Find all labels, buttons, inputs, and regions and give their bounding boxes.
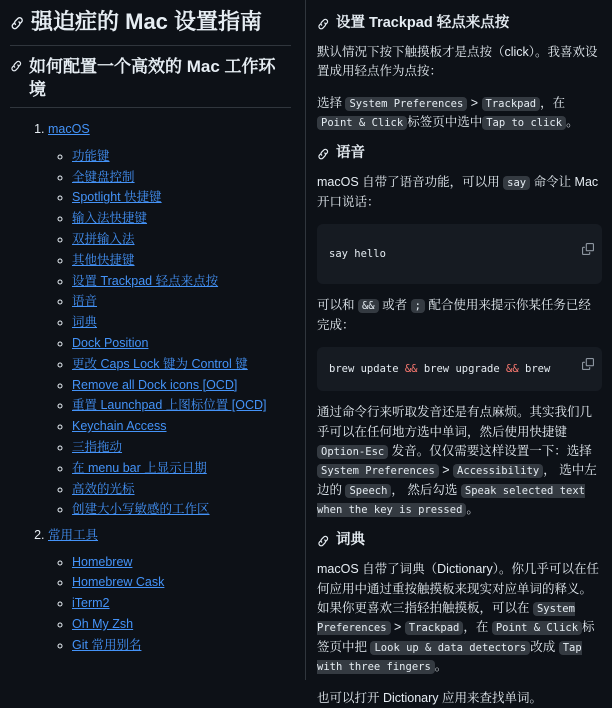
heading-trackpad: 设置 Trackpad 轻点来点按 [317, 14, 602, 33]
toc-item [72, 593, 291, 614]
paragraph: macOS 自带了词典（Dictionary）。你几乎可以在任何应用中通过重按触摸板来现实对应单词的释义。如果你更喜欢三指轻拍触摸板，可以在 System Preferences > Trackpad ，在 Point & Click 标签页中把 Look up & data detectors 改成 Tap with three fingers 。 [317, 562, 599, 674]
toc-sublist [48, 552, 291, 656]
toc-item [72, 479, 291, 500]
toc-link[interactable]: 重置 Launchpad 上图标位置 [OCD] [72, 398, 267, 413]
toc-link[interactable]: 输入法快捷键 [72, 211, 148, 226]
toc-group [48, 526, 291, 655]
toc-link[interactable]: 双拼输入法 [72, 232, 135, 247]
toc-item [72, 375, 291, 396]
toc-link[interactable]: Homebrew Cask [72, 575, 165, 590]
toc-item [72, 458, 291, 479]
anchor-link-icon[interactable] [317, 534, 330, 547]
toc-link[interactable]: Keychain Access [72, 419, 167, 434]
toc-link[interactable]: Dock Position [72, 336, 149, 351]
paragraph: macOS 自带了语音功能，可以用 say 命令让 Mac 开口说话： [317, 175, 599, 209]
toc-link[interactable]: 全键盘控制 [72, 169, 135, 184]
toc-item [72, 229, 291, 250]
toc-list [10, 120, 291, 655]
code-block: brew update && brew upgrade && brew [317, 347, 602, 391]
toc-item [72, 312, 291, 333]
toc-item [72, 552, 291, 573]
toc-link[interactable]: 语音 [72, 294, 98, 309]
toc-sublist [48, 146, 291, 520]
toc-item [72, 572, 291, 593]
toc-link[interactable]: Git 常用别名 [72, 637, 142, 652]
copy-icon[interactable] [582, 243, 594, 260]
toc-link[interactable]: 设置 Trackpad 轻点来点按 [72, 273, 219, 288]
toc-item [72, 291, 291, 312]
toc-item [72, 271, 291, 292]
anchor-link-icon[interactable] [317, 17, 330, 30]
toc-item [72, 437, 291, 458]
copy-icon[interactable] [582, 358, 594, 375]
toc-item [72, 187, 291, 208]
toc-link[interactable]: 三指拖动 [72, 440, 123, 454]
left-pane [0, 0, 306, 680]
paragraph: 也可以打开 Dictionary 应用来查找单词。 [317, 690, 543, 705]
toc-link[interactable]: 在 menu bar 上显示日期 [72, 460, 207, 475]
paragraph: 默认情况下按下触摸板才是点按（click）。我喜欢设置成用轻点作为点按： [317, 44, 598, 79]
toc-item [72, 416, 291, 437]
toc-group [48, 120, 291, 520]
anchor-link-icon[interactable] [10, 15, 25, 30]
toc-link[interactable]: Oh My Zsh [72, 616, 134, 631]
right-pane [307, 0, 612, 705]
toc-link[interactable]: 更改 Caps Lock 键为 Control 键 [72, 356, 248, 371]
toc-item [72, 499, 291, 520]
anchor-link-icon[interactable] [10, 59, 23, 72]
toc-item [72, 333, 291, 354]
toc-link[interactable]: Spotlight 快捷键 [72, 190, 162, 205]
page-title: 强迫症的 Mac 设置指南 [10, 8, 291, 46]
heading-dictionary: 词典 [317, 531, 602, 550]
toc-link[interactable]: Homebrew [72, 554, 133, 569]
toc-item [72, 167, 291, 188]
toc-item [72, 250, 291, 271]
toc-link[interactable]: Remove all Dock icons [OCD] [72, 377, 238, 392]
toc-item [72, 395, 291, 416]
toc-link[interactable]: 高效的光标 [72, 481, 135, 496]
toc-link[interactable]: iTerm2 [72, 596, 110, 611]
toc-link[interactable]: 词典 [72, 315, 98, 330]
toc-link[interactable]: 其他快捷键 [72, 252, 135, 267]
paragraph: 选择 System Preferences > Trackpad ，在 Point & Click 标签页中选中 Tap to click 。 [317, 95, 579, 129]
toc-group-link[interactable]: 常用工具 [48, 528, 99, 543]
code-block: say hello [317, 224, 602, 284]
heading-speech: 语音 [317, 144, 602, 163]
paragraph: 通过命令行来听取发音还是有点麻烦。其实我们几乎可以在任何地方选中单词，然后使用快捷键 Option-Esc 发音。仅仅需要这样设置一下：选择 System Preferences > Accessibility ， 选中左边的 Speech ， 然后勾选 Speak selected text when the key is pressed 。 [317, 405, 597, 517]
anchor-link-icon[interactable] [317, 147, 330, 160]
toc-group-link[interactable]: macOS [48, 122, 90, 137]
toc-link[interactable]: 创建大小写敏感的工作区 [72, 502, 210, 517]
toc-item [72, 354, 291, 375]
toc-item [72, 614, 291, 635]
toc-item [72, 635, 291, 656]
section-heading-workflow: 如何配置一个高效的 Mac 工作环境 [10, 56, 291, 109]
toc-item [72, 208, 291, 229]
paragraph: 可以和 && 或者 ; 配合使用来提示你某任务已经完成： [317, 298, 591, 332]
toc-item [72, 146, 291, 167]
toc-link[interactable]: 功能键 [72, 148, 110, 163]
